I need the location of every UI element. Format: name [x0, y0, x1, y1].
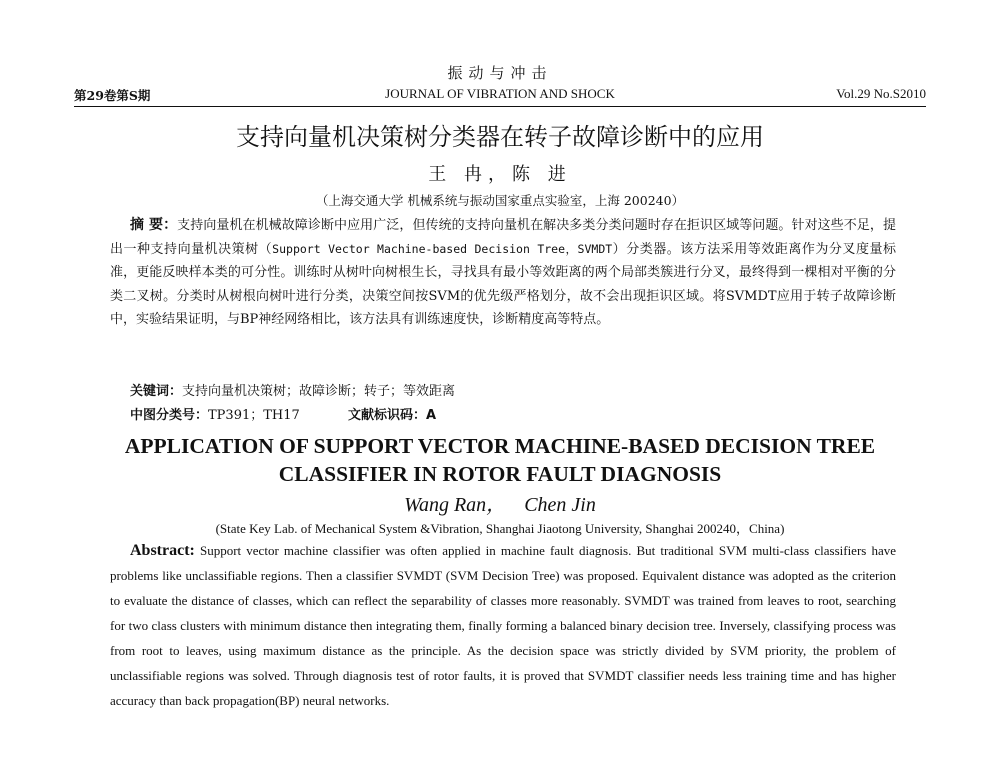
authors-cn: 王 冉，陈 进 — [428, 164, 572, 185]
abstract-cn-english-term: Support Vector Machine-based Decision Tree，SVMDT — [272, 241, 613, 256]
doc-code-value: A — [425, 408, 437, 423]
keywords-value: 支持向量机决策树；故障诊断；转子；等效距离 — [182, 384, 456, 399]
author-en-1: Wang Ran， — [404, 494, 507, 516]
affiliation-en: (State Key Lab. of Mechanical System &Vibration, Shanghai Jiaotong University, Shanghai 200240，China) — [215, 521, 785, 536]
title-en-line-2: CLASSIFIER IN ROTOR FAULT DIAGNOSIS — [278, 462, 722, 486]
abstract-cn-text-1: 支持向量机在机械故障诊断中应用广泛，但传统的支持向量机在解决多类分类问题时存在拒识区域等问题。针对这些不足，提出一种支持向量机决策树（ — [110, 218, 896, 257]
abstract-en-text: Support vector machine classifier was often applied in machine fault diagnosis. But traditional SVM multi-class classifiers have problems like unclassifiable regions. Then a classifier SVMDT (SVM Decision Tree) was proposed. Equivalent distance was adopted as the criterion to evaluate the distance of classes, which can reflect the separability of classes more reasonably. SVMDT was trained from leaves to root, searching for two class clusters with minimum distance then integrating them, finally forming a balanced binary decision tree. Inversely, classifying process was from root to leaves, using maximum distance as the principle. As the decision space was strictly divided by SVM priority, the problem of unclassifiable regions was solved. Through diagnosis test of rotor faults, it is proved that SVMDT classifier needs less training time and has higher accuracy than back propagation(BP) neural networks. — [110, 543, 896, 708]
volume-en: Vol.29 No.S2010 — [836, 86, 926, 101]
keywords-cn — [130, 380, 455, 399]
title-cn: 支持向量机决策树分类器在转子故障诊断中的应用 — [236, 123, 764, 151]
running-header — [74, 86, 926, 106]
clc-value: TP391；TH17 — [208, 408, 300, 423]
classification-cn — [130, 404, 830, 423]
journal-name-cn: 振动与冲击 — [447, 64, 553, 82]
keywords-label: 关键词： — [130, 384, 183, 399]
abstract-cn-label: 摘 要： — [130, 217, 178, 233]
journal-name-en: JOURNAL OF VIBRATION AND SHOCK — [385, 86, 615, 101]
abstract-en-label: Abstract: — [130, 542, 195, 559]
abstract-cn — [110, 214, 896, 332]
author-en-2: Chen Jin — [524, 494, 596, 516]
affiliation-cn: （上海交通大学 机械系统与振动国家重点实验室，上海 200240） — [315, 193, 685, 208]
authors-en — [0, 488, 1000, 517]
title-en — [0, 432, 1000, 488]
volume-cn: 第29卷第S期 — [74, 88, 151, 103]
clc-label: 中图分类号： — [130, 408, 209, 423]
title-en-line-1: APPLICATION OF SUPPORT VECTOR MACHINE-BASED DECISION TREE — [124, 434, 876, 458]
header-rule — [74, 106, 926, 107]
doc-code-label: 文献标识码： — [347, 408, 426, 423]
abstract-cn-text-2: ）分类器。该方法采用等效距离作为分叉度量标准，更能反映样本类的可分性。训练时从树叶向树根生长，寻找具有最小等效距离的两个局部类簇进行分叉，最终得到一棵相对平衡的分类二叉树。分类时从树根向树叶进行分类，决策空间按SVM的优先级严格划分，故不会出现拒识区域。将SVMDT应用于转子故障诊断中，实验结果证明，与BP神经网络相比，该方法具有训练速度快，诊断精度高等特点。 — [110, 241, 896, 327]
abstract-en — [110, 538, 896, 713]
